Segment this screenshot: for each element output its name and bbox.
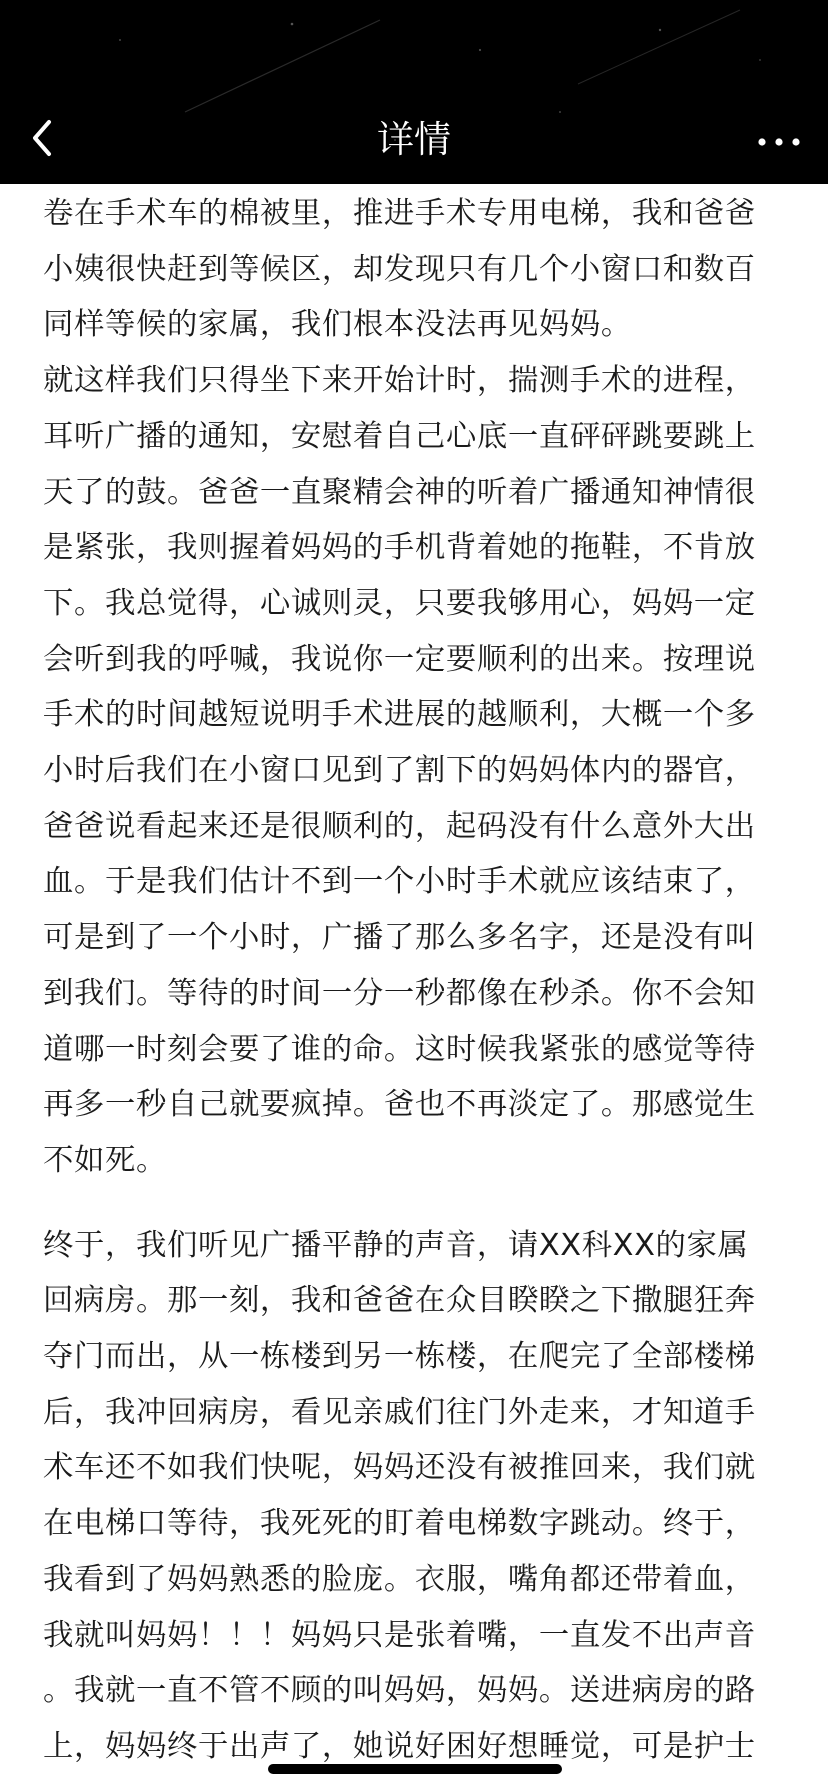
article-paragraph [43,1218,797,1775]
text-line: 同样等候的家属，我们根本没法再见妈妈。 [43,307,632,343]
more-horizontal-icon [750,122,810,162]
text-line: 到我们。等待的时间一分一秒都像在秒杀。你不会知 [43,975,756,1011]
back-button[interactable] [22,112,66,164]
text-line: 小时后我们在小窗口见到了割下的妈妈体内的器官， [43,753,756,789]
text-line: 夺门而出，从一栋楼到另一栋楼，在爬完了全部楼梯 [43,1339,756,1375]
article-paragraph [43,186,797,353]
text-line: 我就叫妈妈！！！妈妈只是张着嘴，一直发不出声音 [43,1617,756,1653]
text-line: 终于，我们听见广播平静的声音，请XX科XX的家属 [43,1227,749,1263]
starfield-background [0,0,828,184]
text-line: 卷在手术车的棉被里，推进手术专用电梯，我和爸爸 [43,196,756,231]
text-line: 是紧张，我则握着妈妈的手机背着她的拖鞋，不肯放 [43,530,756,566]
text-line: 再多一秒自己就要疯掉。爸也不再淡定了。那感觉生 [43,1087,756,1123]
text-line: 小姨很快赶到等候区，却发现只有几个小窗口和数百 [43,251,756,287]
text-line: 在电梯口等待，我死死的盯着电梯数字跳动。终于， [43,1506,756,1542]
chevron-left-icon [22,112,66,164]
text-line: 我看到了妈妈熟悉的脸庞。衣服，嘴角都还带着血， [43,1561,756,1597]
text-line: 回病房。那一刻，我和爸爸在众目睽睽之下撒腿狂奔 [43,1283,756,1319]
text-line: 耳听广播的通知，安慰着自己心底一直砰砰跳要跳上 [43,418,756,454]
text-line: 天了的鼓。爸爸一直聚精会神的听着广播通知神情很 [43,474,756,510]
text-line: 上，妈妈终于出声了，她说好困好想睡觉，可是护士 [43,1728,756,1764]
article-paragraph [43,353,797,1189]
text-line: 可是到了一个小时，广播了那么多名字，还是没有叫 [43,920,756,956]
page-title: 详情 [377,118,451,161]
text-line: 血。于是我们估计不到一个小时手术就应该结束了， [43,864,756,900]
navigation-bar [0,0,828,184]
text-line: 下。我总觉得，心诚则灵，只要我够用心，妈妈一定 [43,585,756,621]
text-line: 。我就一直不管不顾的叫妈妈，妈妈。送进病房的路 [43,1673,756,1709]
text-line: 就这样我们只得坐下来开始计时，揣测手术的进程， [43,363,756,399]
text-line: 手术的时间越短说明手术进展的越顺利，大概一个多 [43,697,756,733]
text-line: 后，我冲回病房，看见亲戚们往门外走来，才知道手 [43,1394,756,1430]
text-line: 会听到我的呼喊，我说你一定要顺利的出来。按理说 [43,641,756,677]
text-line: 不如死。 [43,1142,167,1178]
text-line: 道哪一时刻会要了谁的命。这时候我紧张的感觉等待 [43,1031,756,1067]
text-line: 爸爸说看起来还是很顺利的，起码没有什么意外大出 [43,808,756,844]
home-indicator[interactable] [268,1764,562,1774]
text-line: 术车还不如我们快呢，妈妈还没有被推回来，我们就 [43,1450,756,1486]
more-options-button[interactable] [750,122,810,162]
article-body [43,186,797,1775]
